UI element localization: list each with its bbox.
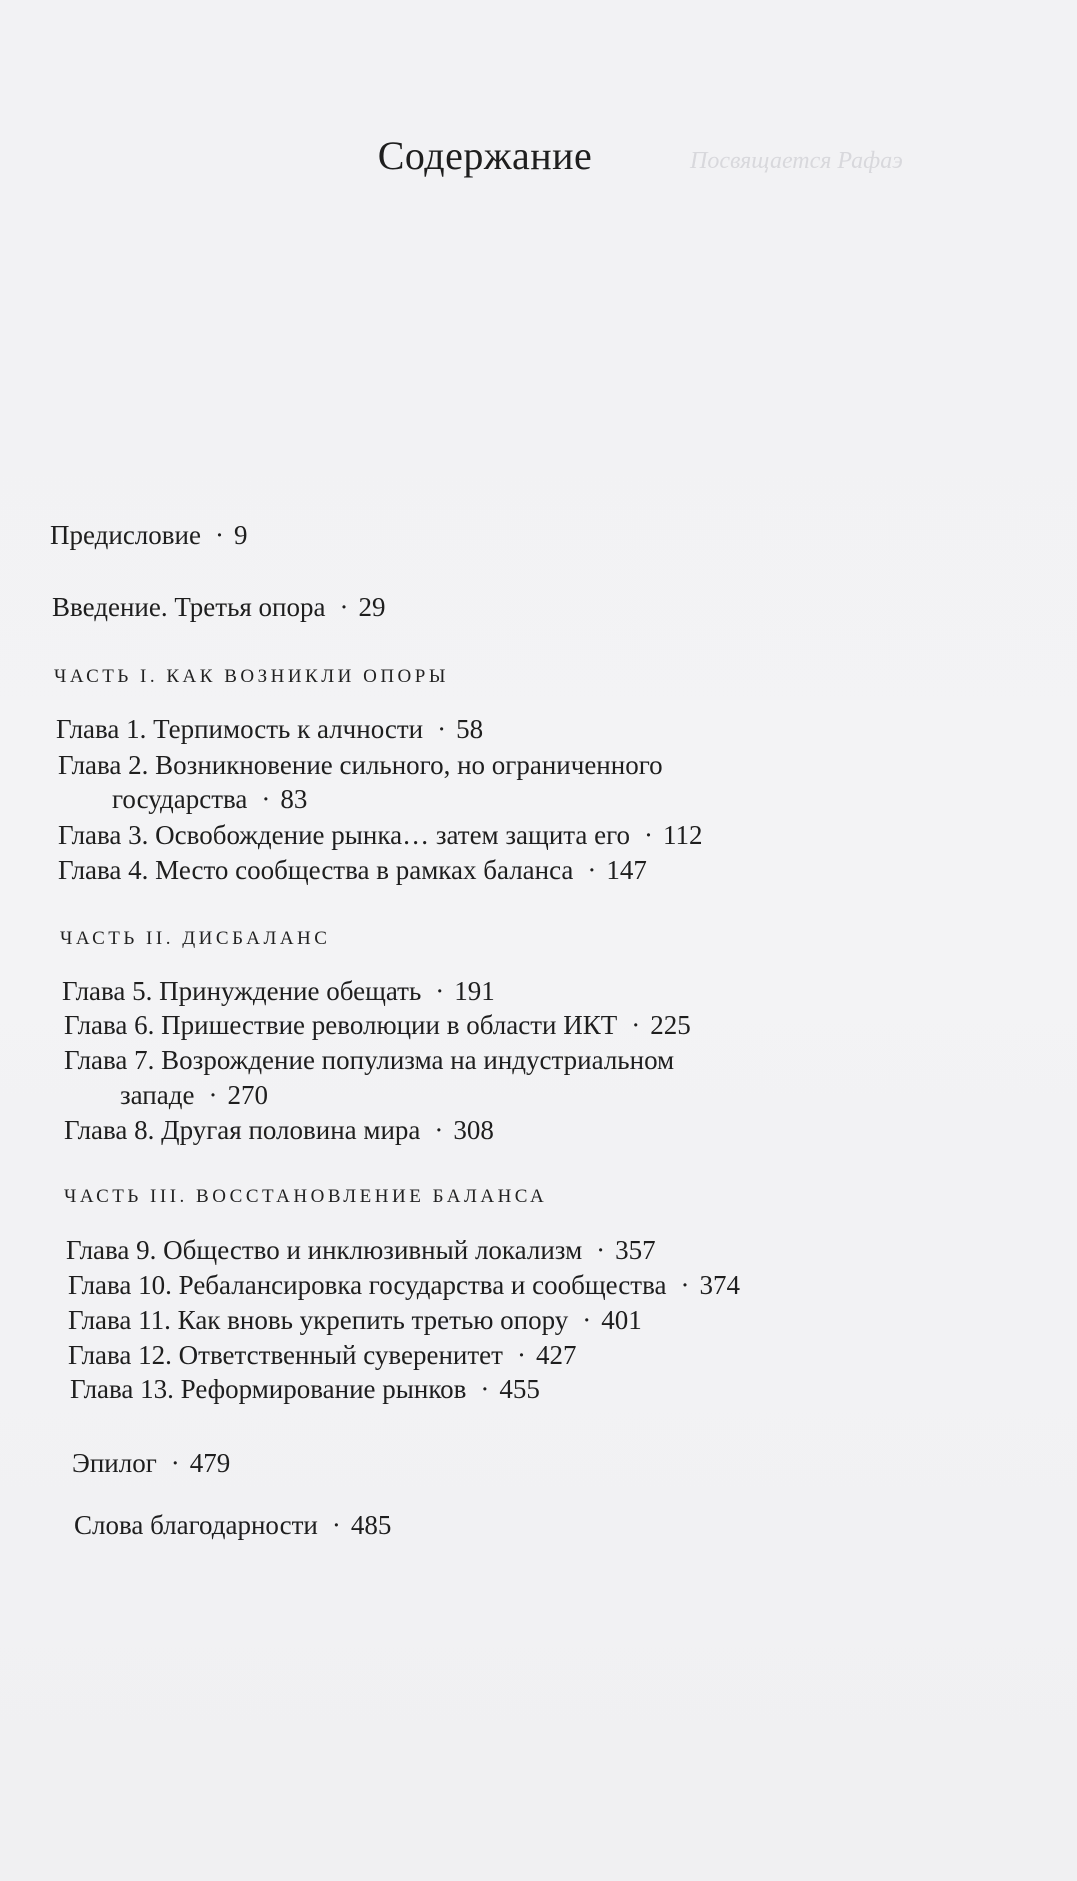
toc-entry-chapter (56, 712, 483, 746)
part-heading: ЧАСТЬ II. ДИСБАЛАНС (60, 928, 331, 949)
toc-entry-chapter (62, 974, 495, 1008)
toc-page-number: 308 (453, 1115, 494, 1145)
toc-entry-label: Глава 11. Как вновь укрепить третью опору (68, 1305, 569, 1335)
toc-page-number: 9 (233, 520, 248, 550)
toc-separator: · (208, 1080, 218, 1110)
toc-page-number: 191 (454, 976, 495, 1006)
toc-entry-chapter (68, 1303, 642, 1337)
toc-separator: · (644, 820, 654, 850)
toc-separator: · (596, 1235, 606, 1265)
toc-entry-introduction (52, 590, 386, 624)
toc-entry-label: Эпилог (72, 1448, 157, 1478)
toc-page-number: 479 (189, 1448, 231, 1478)
toc-entry-label: Глава 3. Освобождение рынка… затем защита его (58, 820, 631, 850)
toc-separator: · (437, 714, 447, 744)
toc-entry-label: западе (120, 1080, 195, 1110)
toc-page-number: 225 (650, 1010, 691, 1040)
toc-entry-label: Слова благодарности (74, 1510, 318, 1540)
toc-entry-chapter (70, 1372, 540, 1406)
toc-entry-chapter (64, 1043, 674, 1077)
toc-separator: · (214, 520, 224, 550)
toc-entry-chapter (58, 818, 703, 852)
toc-entry-label: Глава 13. Реформирование рынков (70, 1374, 467, 1404)
toc-page-number: 270 (227, 1080, 268, 1110)
toc-entry-label: Глава 12. Ответственный суверенитет (68, 1340, 503, 1370)
toc-page-number: 401 (601, 1305, 642, 1335)
toc-entry-continuation (112, 782, 307, 816)
toc-entry-label: Глава 5. Принуждение обещать (62, 976, 422, 1006)
toc-entry-chapter (58, 748, 663, 782)
toc-page-number: 357 (615, 1235, 656, 1265)
toc-separator: · (631, 1010, 641, 1040)
toc-separator: · (582, 1305, 592, 1335)
toc-entry-epilogue (72, 1446, 230, 1480)
toc-entry-label: Введение. Третья опора (52, 592, 326, 622)
toc-separator: · (435, 976, 445, 1006)
toc-entry-chapter (66, 1233, 656, 1267)
toc-entry-label: Глава 6. Пришествие революции в области ИКТ (64, 1010, 618, 1040)
toc-entry-label: Глава 9. Общество и инклюзивный локализм (66, 1235, 583, 1265)
toc-separator: · (587, 855, 597, 885)
toc-entry-label: Глава 2. Возникновение сильного, но ограниченного (58, 750, 663, 780)
toc-separator: · (434, 1115, 444, 1145)
toc-page-number: 485 (350, 1510, 392, 1540)
toc-entry-chapter (64, 1008, 691, 1042)
toc-separator: · (680, 1270, 690, 1300)
toc-entry-label: государства (112, 784, 248, 814)
toc-entry-label: Глава 7. Возрождение популизма на индустриальном (64, 1045, 675, 1075)
toc-entry-chapter (58, 853, 647, 887)
toc-entry-label: Глава 10. Ребалансировка государства и сообщества (68, 1270, 667, 1300)
toc-entry-chapter (68, 1268, 740, 1302)
toc-separator: · (170, 1448, 180, 1478)
toc-entry-label: Глава 1. Терпимость к алчности (56, 714, 424, 744)
toc-page-number: 112 (663, 820, 703, 850)
toc-separator: · (331, 1510, 341, 1540)
toc-page-number: 374 (699, 1270, 740, 1300)
toc-separator: · (480, 1374, 490, 1404)
toc-page-number: 455 (499, 1374, 540, 1404)
toc-entry-acknowledgements (74, 1508, 391, 1542)
toc-entry-continuation (120, 1078, 268, 1112)
part-heading: ЧАСТЬ I. КАК ВОЗНИКЛИ ОПОРЫ (54, 666, 449, 687)
toc-separator: · (261, 784, 271, 814)
toc-entry-chapter (64, 1113, 494, 1147)
toc-page-number: 427 (535, 1340, 577, 1370)
toc-page-number: 58 (456, 714, 484, 744)
toc-separator: · (339, 592, 349, 622)
toc-page-number: 29 (358, 592, 386, 622)
toc-page-number: 83 (280, 784, 308, 814)
part-heading: ЧАСТЬ III. ВОССТАНОВЛЕНИЕ БАЛАНСА (64, 1186, 548, 1207)
toc-entry-label: Глава 4. Место сообщества в рамках баланса (58, 855, 574, 885)
toc-entry-chapter (68, 1338, 576, 1372)
toc-separator: · (516, 1340, 526, 1370)
show-through-text: Посвящается Рафаэ (690, 148, 903, 174)
toc-entry-preface (50, 518, 247, 552)
toc-entry-label: Глава 8. Другая половина мира (64, 1115, 421, 1145)
page-title: Содержание (377, 133, 593, 178)
toc-entry-label: Предисловие (50, 520, 201, 550)
toc-page-number: 147 (606, 855, 647, 885)
